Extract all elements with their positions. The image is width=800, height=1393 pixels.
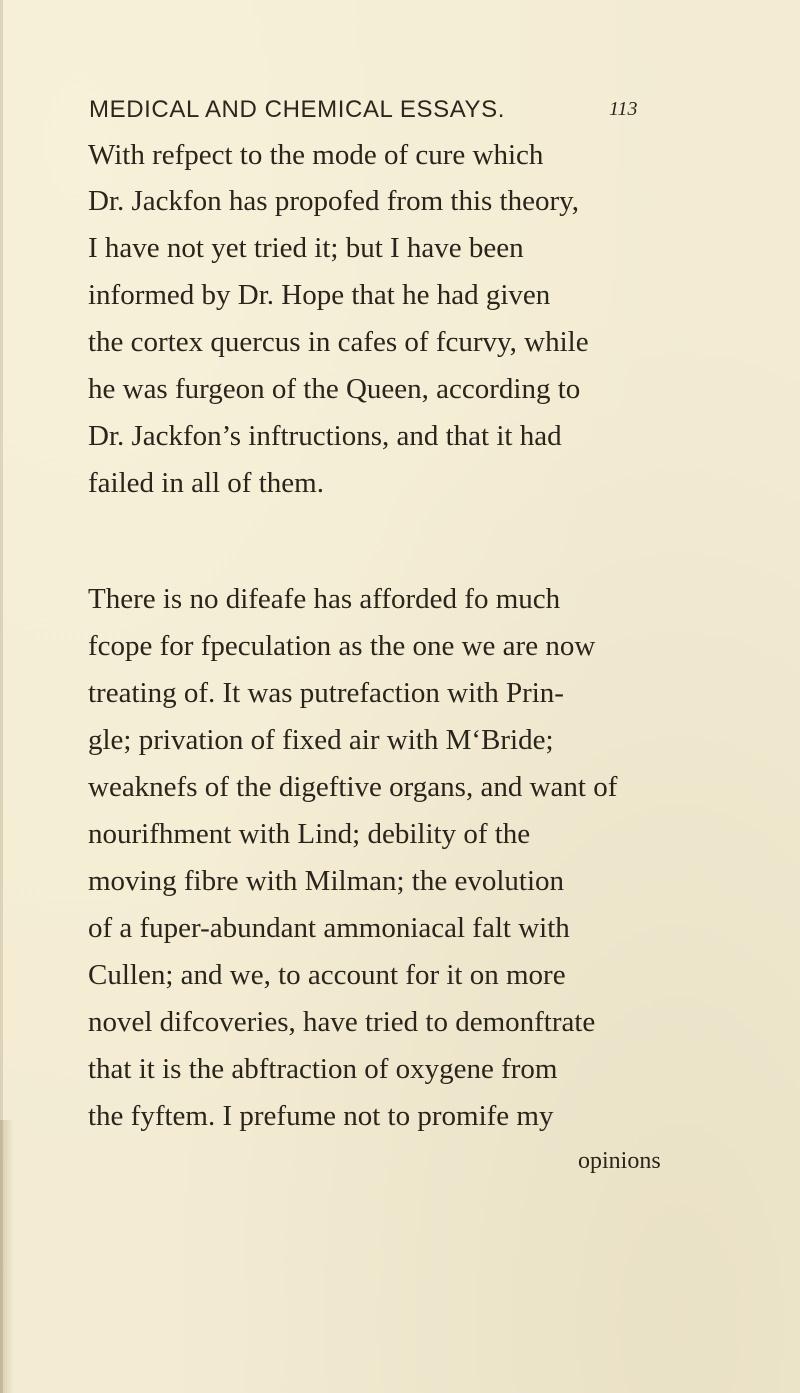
text-line: There is no difeafe has afforded fo much (88, 583, 561, 615)
text-line: I have not yet tried it; but I have been (88, 232, 524, 264)
text-line: he was furgeon of the Queen, according to (88, 373, 581, 405)
text-line: gle; privation of fixed air with M‘Bride; (88, 724, 554, 756)
header-title: MEDICAL AND CHEMICAL ESSAYS. (89, 96, 506, 123)
text-line: Cullen; and we, to account for it on more (88, 959, 566, 991)
text-line: failed in all of them. (88, 467, 324, 499)
catchword: opinions (578, 1148, 661, 1174)
text-line: the cortex quercus in cafes of fcurvy, while (88, 326, 589, 358)
text-line: the fyftem. I prefume not to promife my (88, 1100, 554, 1132)
page-number: 113 (609, 98, 638, 120)
text-line: treating of. It was putrefaction with Prin- (88, 677, 564, 709)
text-line: novel difcoveries, have tried to demonftrate (88, 1006, 596, 1038)
text-line: Dr. Jackfon has propofed from this theory, (88, 185, 580, 217)
text-line: of a fuper-abundant ammoniacal falt with (88, 912, 570, 944)
text-line: informed by Dr. Hope that he had given (88, 279, 551, 311)
text-line: nourifhment with Lind; debility of the (88, 818, 531, 850)
text-line: that it is the abftraction of oxygene from (88, 1053, 558, 1085)
text-line: moving fibre with Milman; the evolution (88, 865, 565, 897)
text-line: weaknefs of the digeftive organs, and want of (88, 771, 618, 803)
running-head (89, 96, 638, 136)
text-line: fcope for fpeculation as the one we are now (88, 630, 596, 662)
text-line: With refpect to the mode of cure which (88, 139, 544, 171)
text-line: Dr. Jackfon’s inftructions, and that it had (88, 420, 562, 452)
paper-stain (0, 1120, 14, 1393)
